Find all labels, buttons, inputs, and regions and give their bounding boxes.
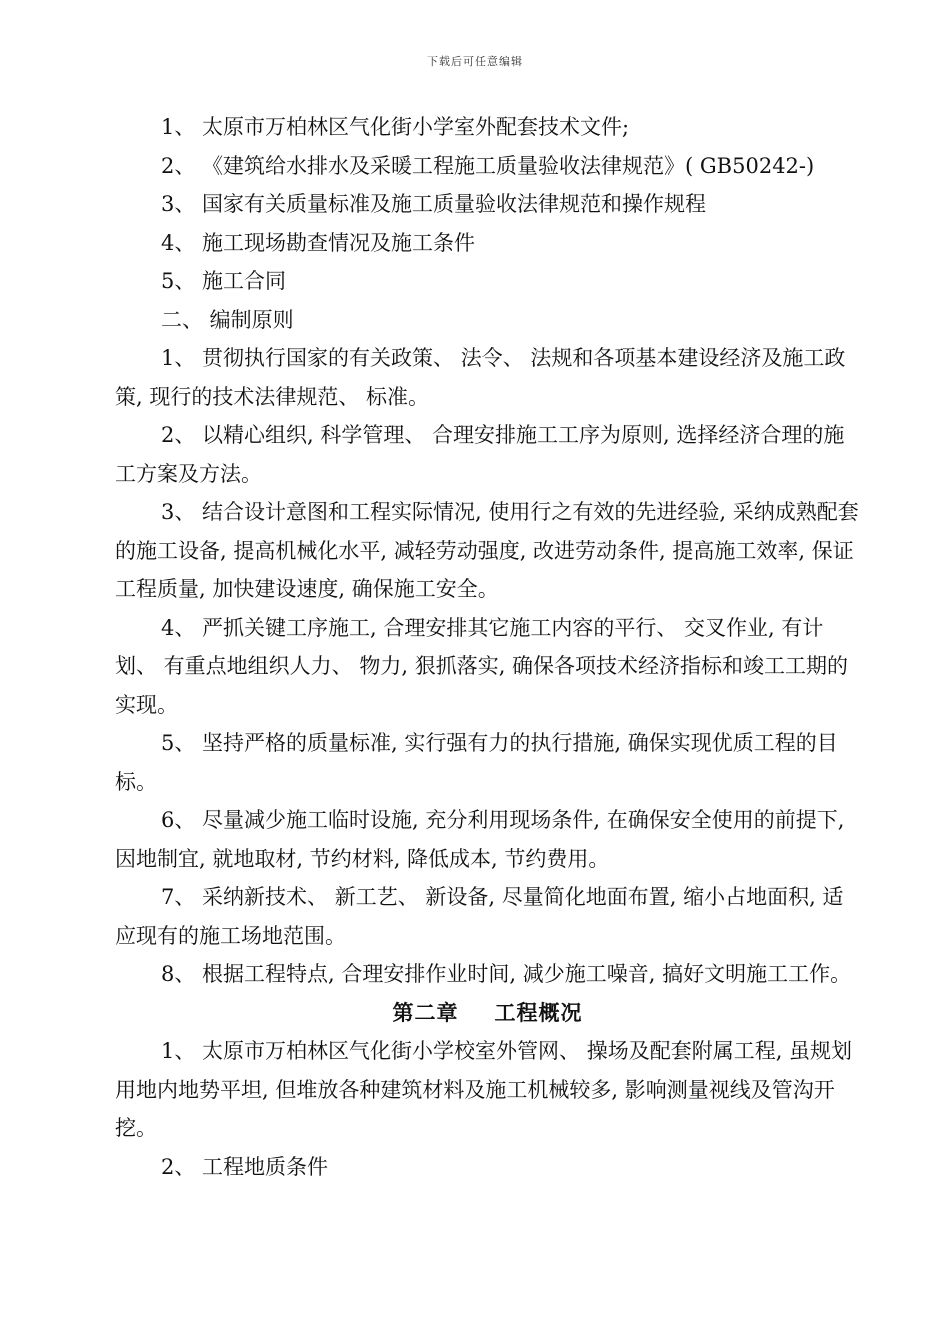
principle-item-7: 7、 采纳新技术、 新工艺、 新设备, 尽量简化地面布置, 缩小占地面积, 适应现有的施工场地范围。 — [115, 885, 844, 948]
section-heading-principles: 二、 编制原则 — [161, 307, 294, 332]
chapter-number: 第二章 — [392, 1000, 459, 1025]
principle-item-1: 1、 贯彻执行国家的有关政策、 法令、 法规和各项基本建设经济及施工政策, 现行的技术法律规范、 标准。 — [115, 346, 846, 409]
chapter-title: 工程概况 — [494, 1000, 583, 1025]
principle-item-5: 5、 坚持严格的质量标准, 实行强有力的执行措施, 确保实现优质工程的目标。 — [115, 731, 838, 794]
header-note: 下载后可任意编辑 — [427, 55, 523, 68]
principle-item-4: 4、 严抓关键工序施工, 合理安排其它施工内容的平行、 交叉作业, 有计划、 有重点地组织人力、 物力, 狠抓落实, 确保各项技术经济指标和竣工工期的实现。 — [115, 615, 849, 717]
principle-item-8: 8、 根据工程特点, 合理安排作业时间, 减少施工噪音, 搞好文明施工工作。 — [161, 962, 852, 986]
basis-item-5: 5、 施工合同 — [161, 269, 287, 293]
principle-item-6: 6、 尽量减少施工临时设施, 充分利用现场条件, 在确保安全使用的前提下, 因地制宜, 就地取材, 节约材料, 降低成本, 节约费用。 — [115, 808, 845, 871]
basis-item-3: 3、 国家有关质量标准及施工质量验收法律规范和操作规程 — [161, 192, 707, 216]
chapter-heading — [115, 994, 860, 1033]
overview-item-2: 2、 工程地质条件 — [161, 1154, 329, 1179]
basis-item-2: 2、 《建筑给水排水及采暖工程施工质量验收法律规范》( GB50242-) — [161, 153, 815, 178]
document-body — [115, 108, 860, 1186]
basis-item-4: 4、 施工现场勘查情况及施工条件 — [161, 230, 476, 255]
principle-item-3: 3、 结合设计意图和工程实际情况, 使用行之有效的先进经验, 采纳成熟配套的施工设备, 提高机械化水平, 减轻劳动强度, 改进劳动条件, 提高施工效率, 保证工程质量, 加快建设速度, 确保施工安全。 — [115, 500, 859, 601]
basis-item-1: 1、 太原市万柏林区气化街小学室外配套技术文件; — [161, 115, 630, 139]
overview-item-1: 1、 太原市万柏林区气化街小学校室外管网、 操场及配套附属工程, 虽规划用地内地势平坦, 但堆放各种建筑材料及施工机械较多, 影响测量视线及管沟开挖。 — [115, 1039, 853, 1140]
principle-item-2: 2、 以精心组织, 科学管理、 合理安排施工工序为原则, 选择经济合理的施工方案及方法。 — [115, 423, 845, 486]
